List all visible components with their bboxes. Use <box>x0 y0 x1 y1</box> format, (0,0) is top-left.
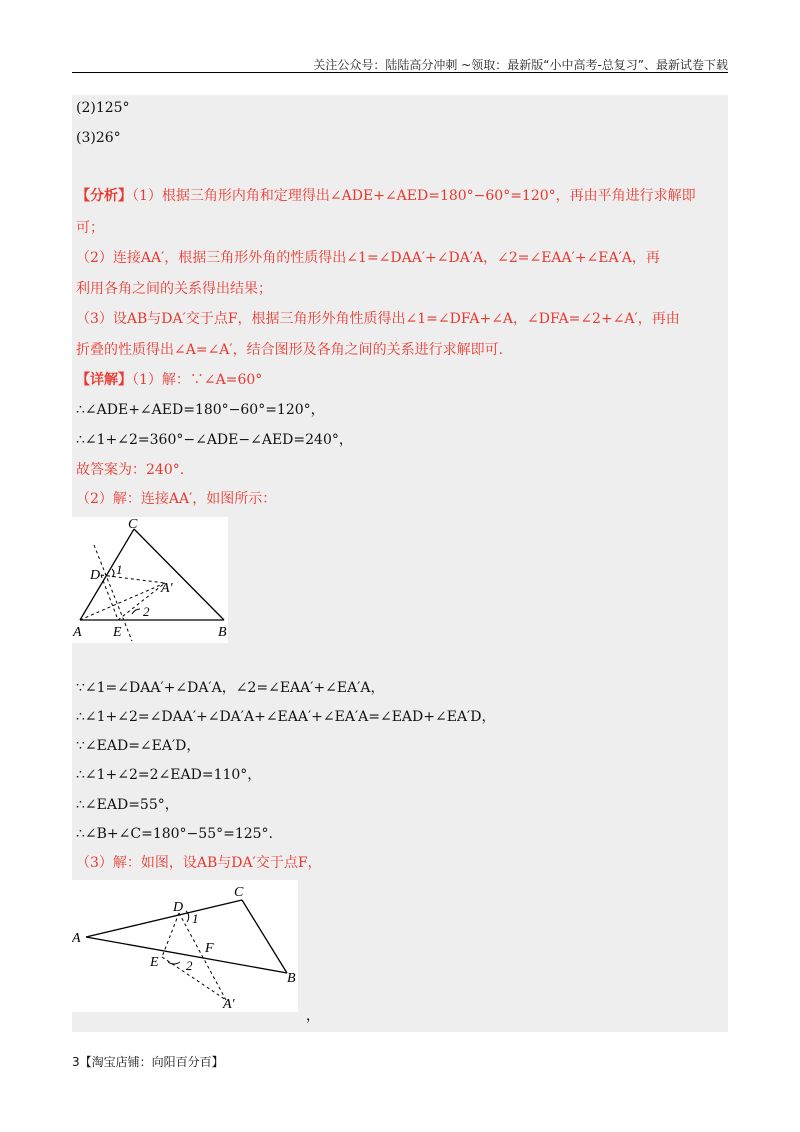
detail-line-t1: ∵∠1=∠DAA′+∠DA′A，∠2=∠EAA′+∠EA′A， <box>76 680 385 696</box>
fig2-label-A: A <box>72 931 81 946</box>
fig1-label-1: 1 <box>116 562 123 577</box>
detail-tag: 【详解】 <box>76 372 132 388</box>
detail-line-t2: ∴∠1+∠2=∠DAA′+∠DA′A+∠EAA′+∠EA′A=∠EAD+∠EA′D， <box>76 709 496 725</box>
detail-line-t6: ∴∠B+∠C=180°−55°=125°. <box>76 826 273 842</box>
detail-line-5: （2）解：连接AA′，如图所示： <box>76 491 277 507</box>
analysis-line-2b: 利用各角之间的关系得出结果； <box>76 281 272 297</box>
figure-1 <box>72 517 228 643</box>
fig1-label-Ap: A′ <box>161 581 173 596</box>
fig2-label-E: E <box>150 955 159 970</box>
answer-3: (3)26° <box>76 130 121 146</box>
analysis-tag: 【分析】 <box>76 188 132 204</box>
detail-line-2: ∴∠ADE+∠AED=180°−60°=120°， <box>76 402 325 418</box>
fig1-label-B: B <box>218 625 227 640</box>
fig2-label-D: D <box>173 900 184 915</box>
analysis-line-3b: 折叠的性质得出∠A=∠A′，结合图形及各角之间的关系进行求解即可. <box>76 342 504 358</box>
fig2-label-C: C <box>234 885 244 900</box>
fig1-label-C: C <box>128 517 138 532</box>
fig1-label-E: E <box>113 625 122 640</box>
analysis-line-3: （3）设AB与DA′交于点F，根据三角形外角性质得出∠1=∠DFA+∠A，∠DFA=∠2+∠A′，再由 <box>76 311 680 327</box>
fig2-label-2: 2 <box>186 958 193 973</box>
detail-line-1 <box>76 370 262 390</box>
detail-line-t7: （3）解：如图，设AB与DA′交于点F， <box>76 855 322 871</box>
header-rule <box>72 72 728 73</box>
fig2-label-F: F <box>205 941 214 956</box>
fig2-label-B: B <box>287 971 296 986</box>
page-footer: 3【淘宝店铺：向阳百分百】 <box>72 1055 224 1069</box>
analysis-line-1b: 可； <box>76 220 104 236</box>
analysis-text-1: （1）根据三角形内角和定理得出∠ADE+∠AED=180°−60°=120°，再由平角进行求解即 <box>132 188 696 204</box>
detail-line-t4: ∴∠1+∠2=2∠EAD=110°， <box>76 767 262 783</box>
analysis-line-2: （2）连接AA′，根据三角形外角的性质得出∠1=∠DAA′+∠DA′A，∠2=∠EAA′+∠EA′A，再 <box>76 250 660 266</box>
fig1-label-A: A <box>73 625 82 640</box>
fig1-label-2: 2 <box>143 604 150 619</box>
detail-line-t3: ∵∠EAD=∠EA′D， <box>76 738 201 754</box>
detail-line-t5: ∴∠EAD=55°， <box>76 797 179 813</box>
answer-2: (2)125° <box>76 100 130 116</box>
detail-line-3: ∴∠1+∠2=360°−∠ADE−∠AED=240°， <box>76 432 353 448</box>
fig2-label-1: 1 <box>192 911 199 926</box>
analysis-line-1 <box>76 186 696 206</box>
figure-2-svg <box>72 880 298 1012</box>
page-header: 关注公众号：陆陆高分冲刺 ~领取：最新版“小中高考-总复习”、最新试卷下载 <box>313 58 728 72</box>
detail-line-4: 故答案为：240°. <box>76 462 185 478</box>
detail-step-1: （1）解：∵∠A=60° <box>132 372 263 388</box>
fig1-label-D: D <box>90 568 101 583</box>
fig2-label-Ap: A′ <box>223 997 235 1012</box>
figure-1-svg <box>72 517 228 643</box>
figure-2 <box>72 880 298 1012</box>
figure-2-comma: ， <box>306 1008 320 1024</box>
